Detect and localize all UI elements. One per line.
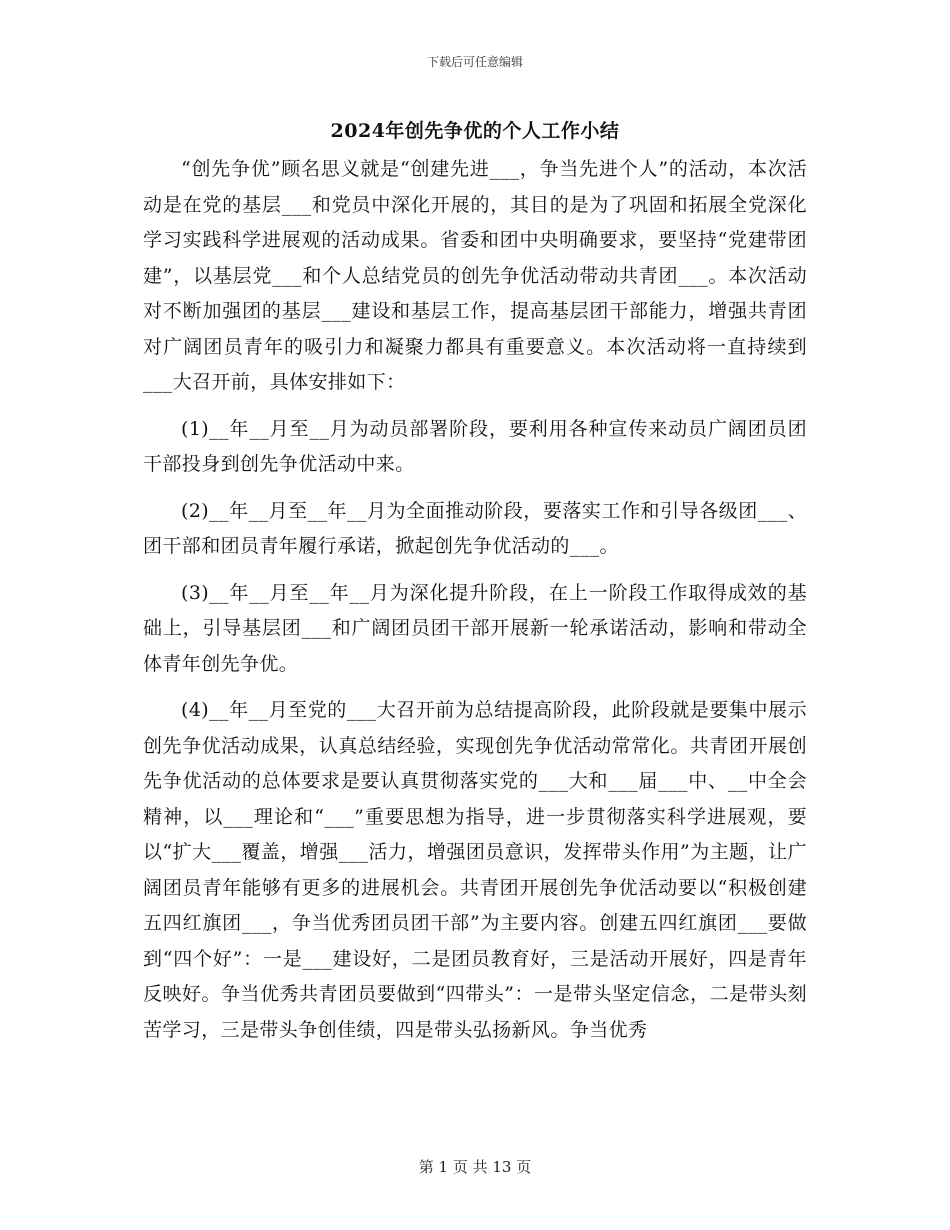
document-body bbox=[143, 152, 807, 1059]
header-note: 下载后可任意编辑 bbox=[426, 55, 523, 69]
paragraph-intro: “创先争优”顾名思义就是“创建先进___，争当先进个人”的活动，本次活动是在党的基层___和党员中深化开展的，其目的是为了巩固和拓展全党深化学习实践科学进展观的活动成果。省委和团中央明确要求，要坚持“党建带团建”，以基层党___和个人总结党员的创先争优活动带动共青团___。本次活动对不断加强团的基层___建设和基层工作，提高基层团干部能力，增强共青团对广阔团员青年的吸引力和凝聚力都具有重要意义。本次活动将一直持续到___大召开前，具体安排如下： bbox=[143, 158, 807, 393]
page-number: 第 1 页 共 13 页 bbox=[418, 1158, 532, 1176]
paragraph-stage-1: (1)__年__月至__月为动员部署阶段，要利用各种宣传来动员广阔团员团干部投身到创先争优活动中来。 bbox=[143, 417, 807, 475]
document-title: 2024年创先争优的个人工作小结 bbox=[330, 120, 620, 142]
paragraph-stage-3: (3)__年__月至__年__月为深化提升阶段，在上一阶段工作取得成效的基础上，引导基层团___和广阔团员团干部开展新一轮承诺活动，影响和带动全体青年创先争优。 bbox=[143, 581, 807, 675]
paragraph-stage-2: (2)__年__月至__年__月为全面推动阶段，要落实工作和引导各级团___、团干部和团员青年履行承诺，掀起创先争优活动的___。 bbox=[143, 499, 807, 557]
paragraph-stage-4: (4)__年__月至党的___大召开前为总结提高阶段，此阶段就是要集中展示创先争优活动成果，认真总结经验，实现创先争优活动常常化。共青团开展创先争优活动的总体要求是要认真贯彻落实党的___大和___届___中、__中全会精神，以___理论和“___”重要思想为指导，进一步贯彻落实科学进展观，要以“扩大___覆盖，增强___活力，增强团员意识，发挥带头作用”为主题，让广阔团员青年能够有更多的进展机会。共青团开展创先争优活动要以“积极创建五四红旗团___，争当优秀团员团干部”为主要内容。创建五四红旗团___要做到“四个好”：一是___建设好，二是团员教育好，三是活动开展好，四是青年反映好。争当优秀共青团员要做到“四带头”：一是带头坚定信念，二是带头刻苦学习，三是带头争创佳绩，四是带头弘扬新风。争当优秀 bbox=[143, 699, 807, 1041]
